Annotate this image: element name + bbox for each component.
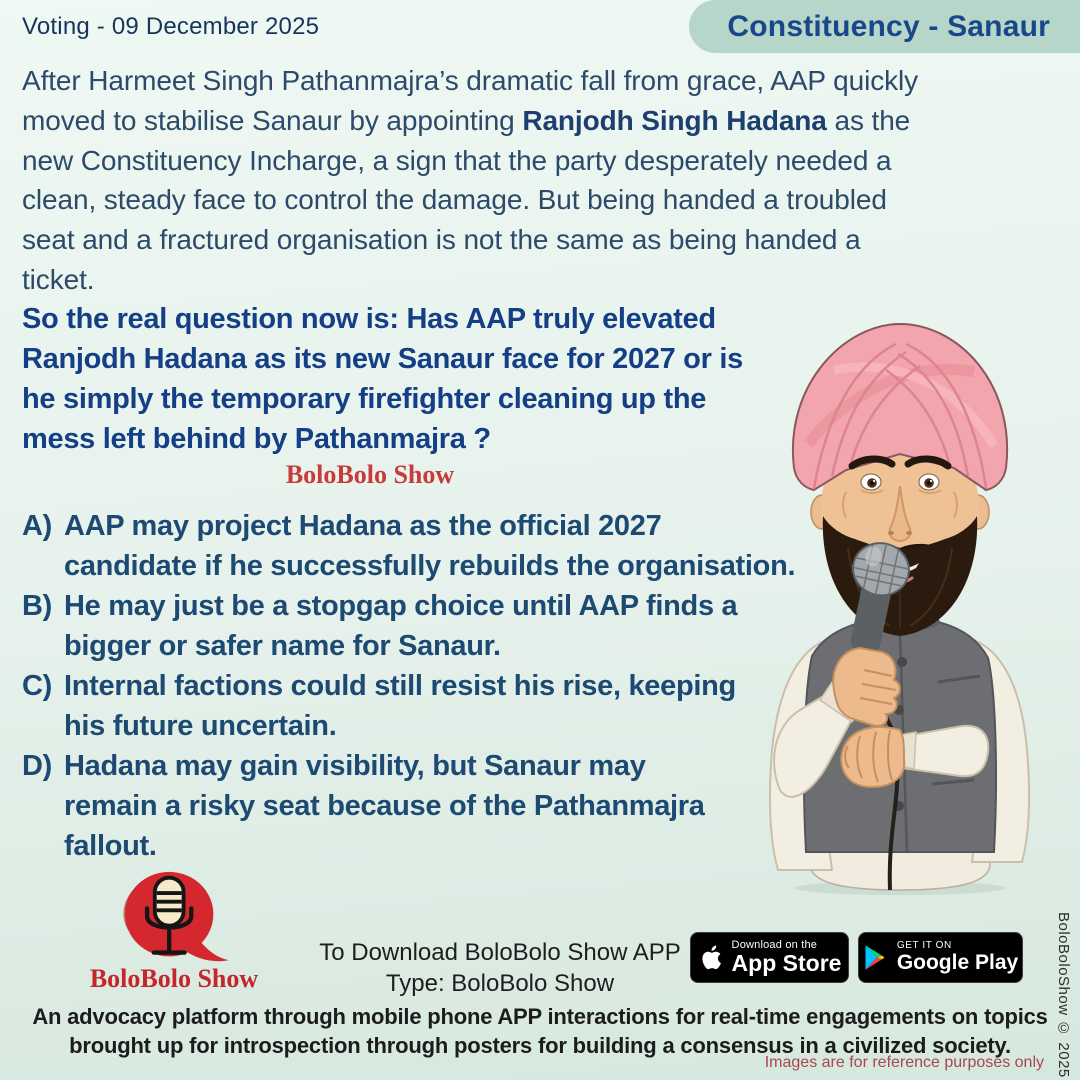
options-list (22, 506, 862, 866)
gplay-name: Google Play (896, 950, 1019, 974)
option-a-label: A) (22, 510, 53, 542)
download-line1: To Download BoloBolo Show APP (319, 939, 681, 966)
option-b (22, 586, 862, 666)
intro-text-after: as the new Constituency Incharge, a sign that the party desperately needed a clean, steady face to control the damage. But being handed a troubled seat and a fractured organisation is not the same as being handed a ticket. (22, 104, 911, 295)
bolobolo-logo (84, 870, 264, 994)
constituency-badge (689, 0, 1080, 53)
logo-wordmark: BoloBolo Show (89, 964, 259, 993)
option-a-text: AAP may project Hadana as the official 2027 candidate if he successfully rebuilds the organisation. (64, 510, 796, 582)
intro-highlight-name: Ranjodh Singh Hadana (522, 104, 827, 136)
voting-date: Voting - 09 December 2025 (22, 13, 320, 40)
intro-text-before: After Harmeet Singh Pathanmajra’s dramatic fall from grace, AAP quickly moved to stabilise Sanaur by appointing (22, 65, 919, 136)
advocacy-tagline: An advocacy platform through mobile phone APP interactions for real-time engagements on topics brought up for introspection through posters for building a consensus in a civilized society. (32, 1004, 1048, 1058)
option-b-label: B) (22, 590, 53, 622)
speech-bubble-microphone-icon (110, 870, 238, 966)
watermark-brand-text: BoloBolo Show (285, 460, 455, 489)
man-in-pink-turban-holding-microphone-illustration (748, 316, 1052, 896)
intro-paragraph (22, 61, 1062, 300)
google-play-badge[interactable] (858, 932, 1023, 983)
google-play-icon (863, 944, 887, 971)
option-d-text: Hadana may gain visibility, but Sanaur may remain a risky seat because of the Pathanmajra fallout. (64, 750, 705, 862)
gplay-tagline: GET IT ON (896, 940, 952, 952)
option-a (22, 506, 862, 586)
apple-icon (698, 943, 722, 972)
appstore-tagline: Download on the (731, 938, 818, 951)
download-instructions (318, 937, 682, 999)
option-d (22, 746, 862, 866)
constituency-badge-label: Constituency - Sanaur (727, 9, 1050, 43)
app-store-badge[interactable] (690, 932, 849, 983)
option-c-text: Internal factions could still resist his rise, keeping his future uncertain. (64, 670, 736, 742)
appstore-name: App Store (731, 950, 842, 977)
download-line2: Type: BoloBolo Show (385, 970, 615, 997)
poll-question: So the real question now is: Has AAP truly elevated Ranjodh Hadana as its new Sanaur face for 2027 or is he simply the temporary firefighter cleaning up the mess left behind by Pathanmajra ? (22, 303, 743, 455)
option-c-label: C) (22, 670, 53, 702)
option-b-text: He may just be a stopgap choice until AAP finds a bigger or safer name for Sanaur. (64, 590, 738, 662)
vertical-copyright: BoloBoloShow © 2025 (1055, 912, 1072, 1078)
image-disclaimer: Images are for reference purposes only (764, 1054, 1044, 1071)
option-d-label: D) (22, 750, 53, 782)
option-c (22, 666, 862, 746)
